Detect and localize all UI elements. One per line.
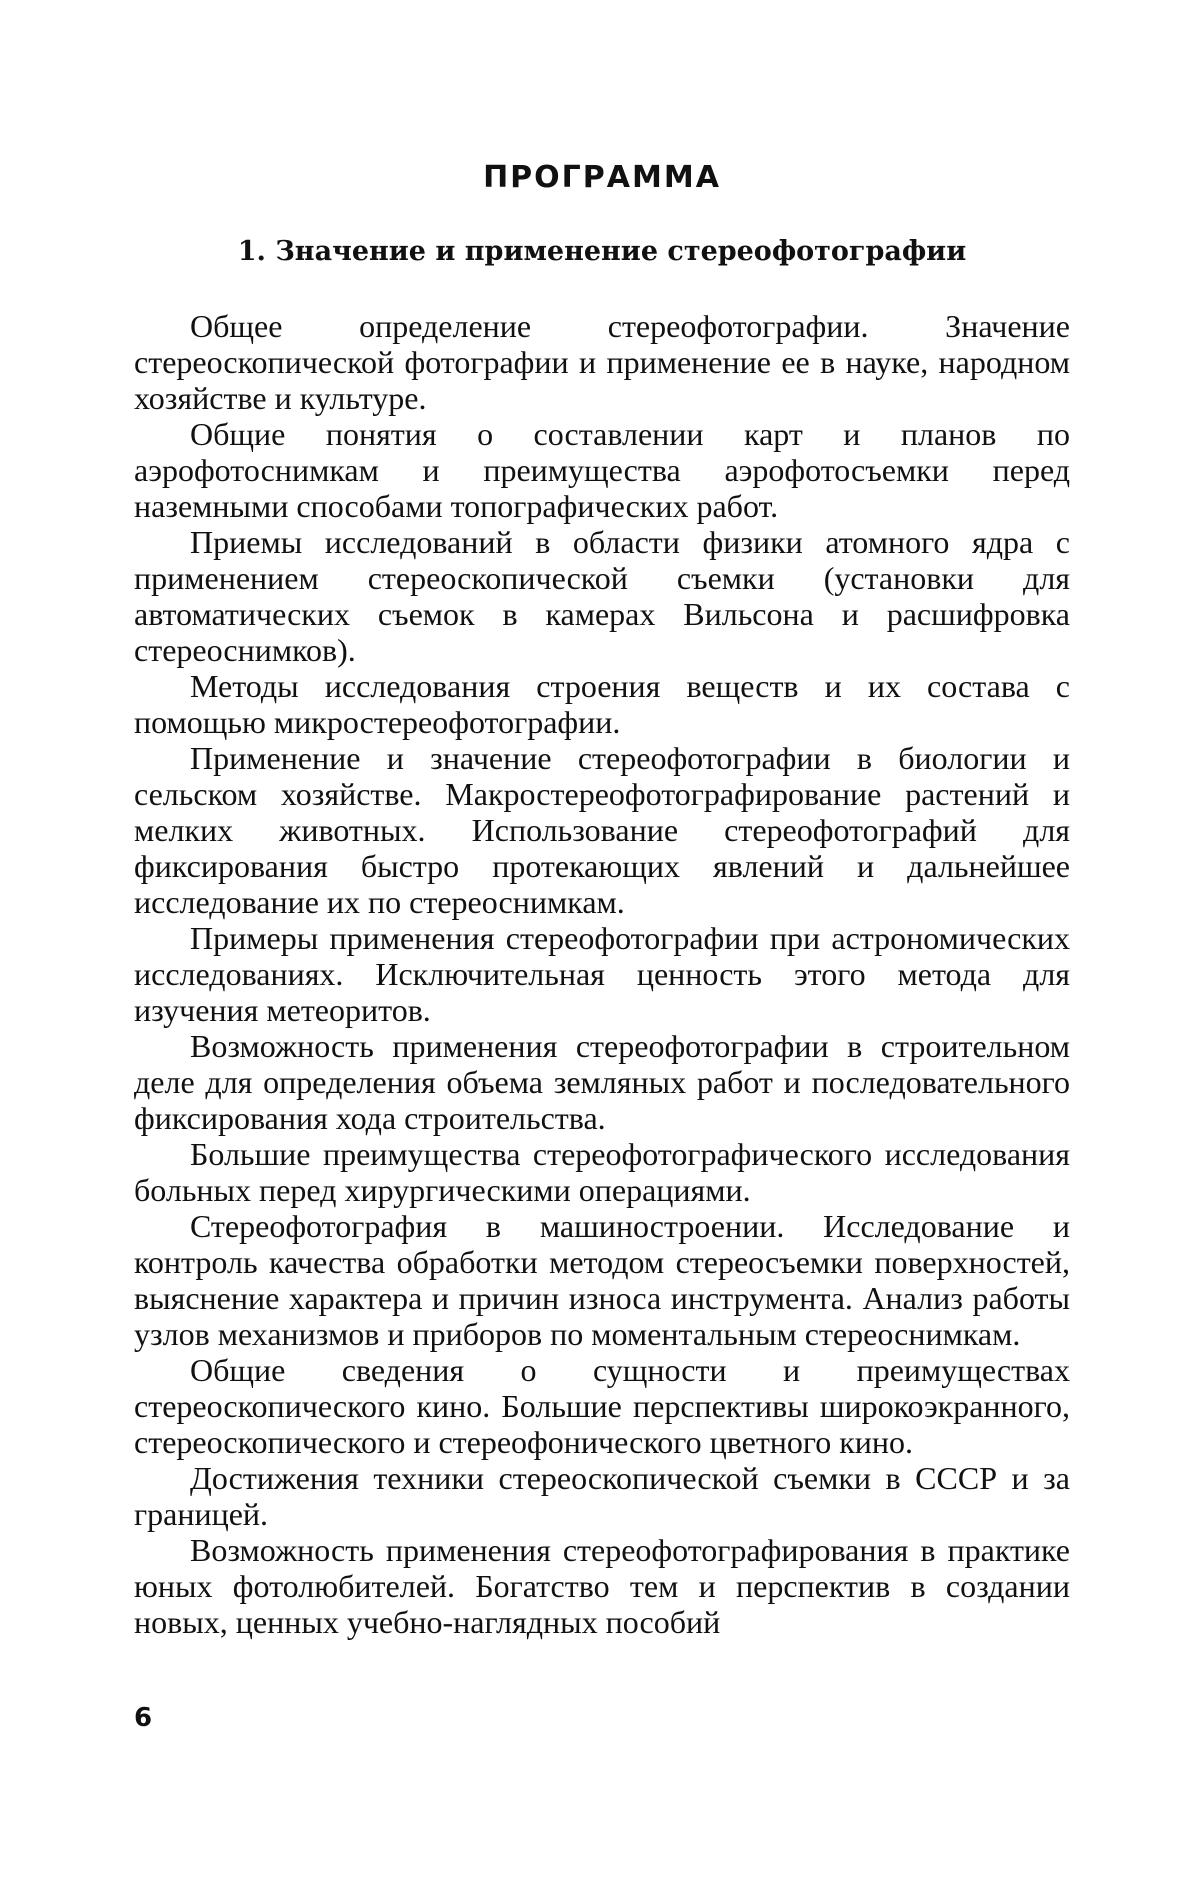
document-page [134,0,1070,1880]
paragraph: Большие преимущества стереофотографического исследования больных перед хирургическими операциями. [134,1136,1070,1208]
page-number: 6 [134,1703,153,1733]
paragraph: Возможность применения стереофотографии в строительном деле для определения объема земляных работ и последовательного фиксирования хода строительства. [134,1028,1070,1136]
page-title: ПРОГРАММА [483,160,721,195]
paragraph: Примеры применения стереофотографии при астрономических исследованиях. Исключительная ценность этого метода для изучения метеоритов. [134,920,1070,1028]
paragraph: Методы исследования строения веществ и их состава с помощью микростереофотографии. [134,668,1070,740]
paragraph: Возможность применения стереофотографирования в практике юных фотолюбителей. Богатство тем и перспектив в создании новых, ценных учебно-наглядных пособий [134,1532,1070,1640]
paragraph: Приемы исследований в области физики атомного ядра с применением стереоскопической съемки (установки для автоматических съемок в камерах Вильсона и расшифровка стереоснимков). [134,524,1070,668]
section-heading: 1. Значение и применение стереофотографии [237,236,967,267]
paragraph: Общие сведения о сущности и преимуществах стереоскопического кино. Большие перспективы широкоэкранного, стереоскопического и стереофонического цветного кино. [134,1352,1070,1460]
body-text [134,308,1070,1640]
paragraph: Стереофотография в машиностроении. Исследование и контроль качества обработки методом стереосъемки поверхностей, выяснение характера и причин износа инструмента. Анализ работы узлов механизмов и приборов по моментальным стереоснимкам. [134,1208,1070,1352]
paragraph: Общие понятия о составлении карт и планов по аэрофотоснимкам и преимущества аэрофотосъемки перед наземными способами топографических работ. [134,416,1070,524]
paragraph: Применение и значение стереофотографии в биологии и сельском хозяйстве. Макростереофотографирование растений и мелких животных. Использование стереофотографий для фиксирования быстро протекающих явлений и дальнейшее исследование их по стереоснимкам. [134,740,1070,920]
paragraph: Достижения техники стереоскопической съемки в СССР и за границей. [134,1460,1070,1532]
paragraph: Общее определение стереофотографии. Значение стереоскопической фотографии и применение ее в науке, народном хозяйстве и культуре. [134,308,1070,416]
